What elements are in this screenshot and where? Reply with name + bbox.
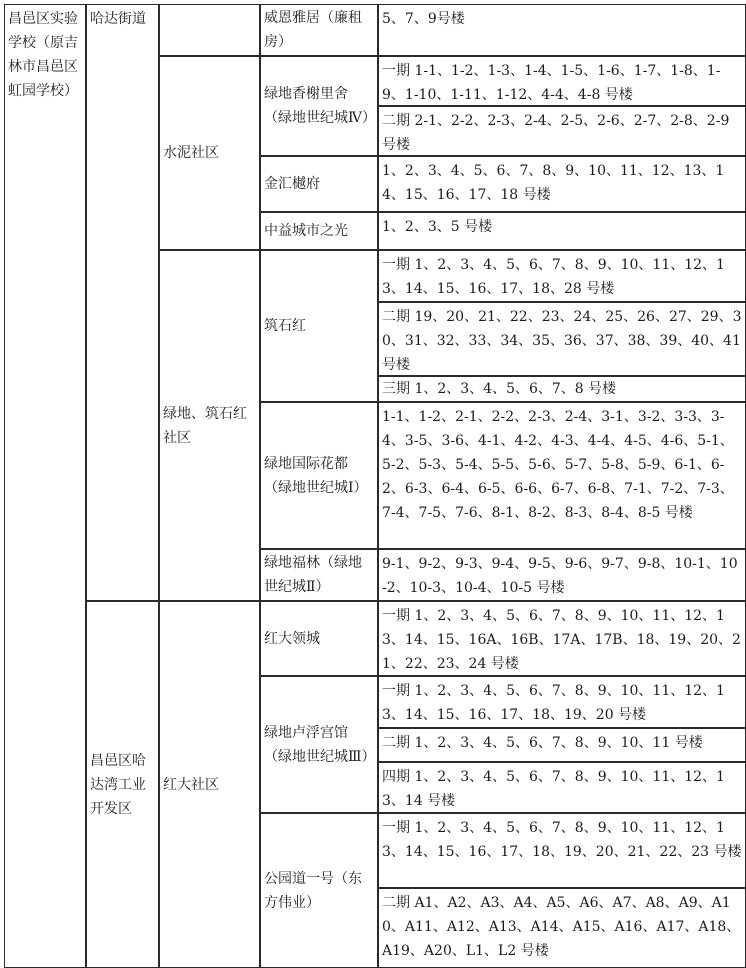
building-list: 一期 1、2、3、4、5、6、7、8、9、10、11、12、13、14、15、16A、16B、17A、17B、18、19、20、21、22、23、24 号楼 — [382, 608, 741, 672]
complex-name: 中益城市之光 — [264, 223, 348, 239]
complex-name: 绿地卢浮宫馆（绿地世纪城Ⅲ） — [264, 724, 376, 765]
building-list: 一期 1、2、3、4、5、6、7、8、9、10、11、12、13、14、15、16、17、18、19、20、21、22、23 号楼 — [382, 820, 742, 860]
complex-name: 绿地福林（绿地世纪城Ⅱ） — [264, 555, 362, 595]
building-list: 9-1、9-2、9-3、9-4、9-5、9-6、9-7、9-8、10-1、10-2、10-3、10-4、10-5 号楼 — [382, 556, 738, 596]
building-list: 1、2、3、4、5、6、7、8、9、10、11、12、13、14、15、16、17、18 号楼 — [382, 163, 725, 203]
district-name: 昌邑区哈达湾工业开发区 — [90, 752, 146, 817]
community-cell — [159, 4, 260, 56]
building-list: 一期 1-1、1-2、1-3、1-4、1-5、1-6、1-7、1-8、1-9、1-10、1-11、1-12、4-4、4-8 号楼 — [382, 63, 721, 103]
community-cell — [159, 250, 260, 601]
building-list: 二期 2-1、2-2、2-3、2-4、2-5、2-6、2-7、2-8、2-9 号楼 — [382, 113, 730, 153]
complex-cell — [260, 549, 378, 601]
building-list-cell — [378, 376, 746, 402]
community-name: 红大社区 — [163, 776, 219, 793]
complex-cell — [260, 156, 378, 212]
building-list: 1-1、1-2、2-1、2-2、2-3、2-4、3-1、3-2、3-3、3-4、3-5、3-6、4-1、4-2、4-3、4-4、4-5、4-6、5-1、5-2、5-3、5-4、5-5、5-6、5-7、5-8、5-9、6-1、6-2、6-3、6-4、6-5、6-6、6-7、6-8、7-1、7-2、7-3、7-4、7-5、7-6、8-1、8-2、8-3、8-4、8-5 号楼 — [382, 409, 734, 521]
building-list-cell — [378, 601, 746, 676]
building-list-cell — [378, 212, 746, 250]
district-cell — [86, 601, 159, 968]
building-list-cell — [378, 549, 746, 601]
building-list-cell — [378, 813, 746, 888]
building-list-cell — [378, 888, 746, 968]
district-cell — [86, 4, 159, 601]
community-name: 水泥社区 — [163, 145, 219, 161]
building-list: 一期 1、2、3、4、5、6、7、8、9、10、11、12、13、14、15、16、17、18、19、20 号楼 — [382, 683, 725, 723]
building-list: 三期 1、2、3、4、5、6、7、8 号楼 — [382, 381, 617, 397]
building-list: 二期 1、2、3、4、5、6、7、8、9、10、11 号楼 — [382, 735, 703, 751]
building-list-cell — [378, 106, 746, 156]
building-list: 二期 A1、A2、A3、A4、A5、A6、A7、A8、A9、A10、A11、A12、A13、A14、A15、A16、A17、A18、A19、A20、L1、L2 号楼 — [382, 895, 741, 959]
building-list-cell — [378, 302, 746, 376]
complex-name: 红大领城 — [264, 630, 320, 647]
complex-cell — [260, 813, 378, 968]
building-list-cell — [378, 762, 746, 813]
building-list: 一期 1、2、3、4、5、6、7、8、9、10、11、12、13、14、15、16、17、18、28 号楼 — [382, 257, 725, 297]
building-list-cell — [378, 4, 746, 56]
building-list-cell — [378, 728, 746, 762]
complex-cell — [260, 250, 378, 402]
community-cell — [159, 56, 260, 250]
building-list-cell — [378, 676, 746, 728]
complex-cell — [260, 4, 378, 56]
complex-cell — [260, 212, 378, 250]
building-list: 四期 1、2、3、4、5、6、7、8、9、10、11、12、13、14 号楼 — [382, 769, 725, 809]
school-name: 昌邑区实验学校（原吉林市昌邑区虹园学校） — [8, 11, 78, 99]
complex-name: 金汇樾府 — [264, 176, 320, 192]
complex-cell — [260, 56, 378, 156]
complex-name: 绿地香榭里舍（绿地世纪城Ⅳ） — [264, 86, 376, 126]
complex-name: 筑石红 — [264, 318, 306, 334]
community-name: 绿地、筑石红社区 — [163, 405, 247, 446]
building-list: 1、2、3、5 号楼 — [382, 219, 493, 235]
complex-name: 威恩雅居（廉租房） — [264, 10, 362, 50]
building-list-cell — [378, 156, 746, 212]
district-name: 哈达街道 — [90, 11, 146, 27]
complex-cell — [260, 676, 378, 813]
building-list: 5、7、9号楼 — [382, 11, 465, 27]
building-list: 二期 19、20、21、22、23、24、25、26、27、29、30、31、32、33、34、35、36、37、38、39、40、41 号楼 — [382, 309, 742, 373]
complex-name: 公园道一号（东方伟业） — [264, 870, 362, 911]
building-list-cell — [378, 250, 746, 302]
building-list-cell — [378, 402, 746, 549]
school-cell — [4, 4, 86, 968]
complex-name: 绿地国际花都（绿地世纪城Ⅰ） — [264, 455, 368, 496]
building-list-cell — [378, 56, 746, 106]
complex-cell — [260, 601, 378, 676]
complex-cell — [260, 402, 378, 549]
community-cell — [159, 601, 260, 968]
